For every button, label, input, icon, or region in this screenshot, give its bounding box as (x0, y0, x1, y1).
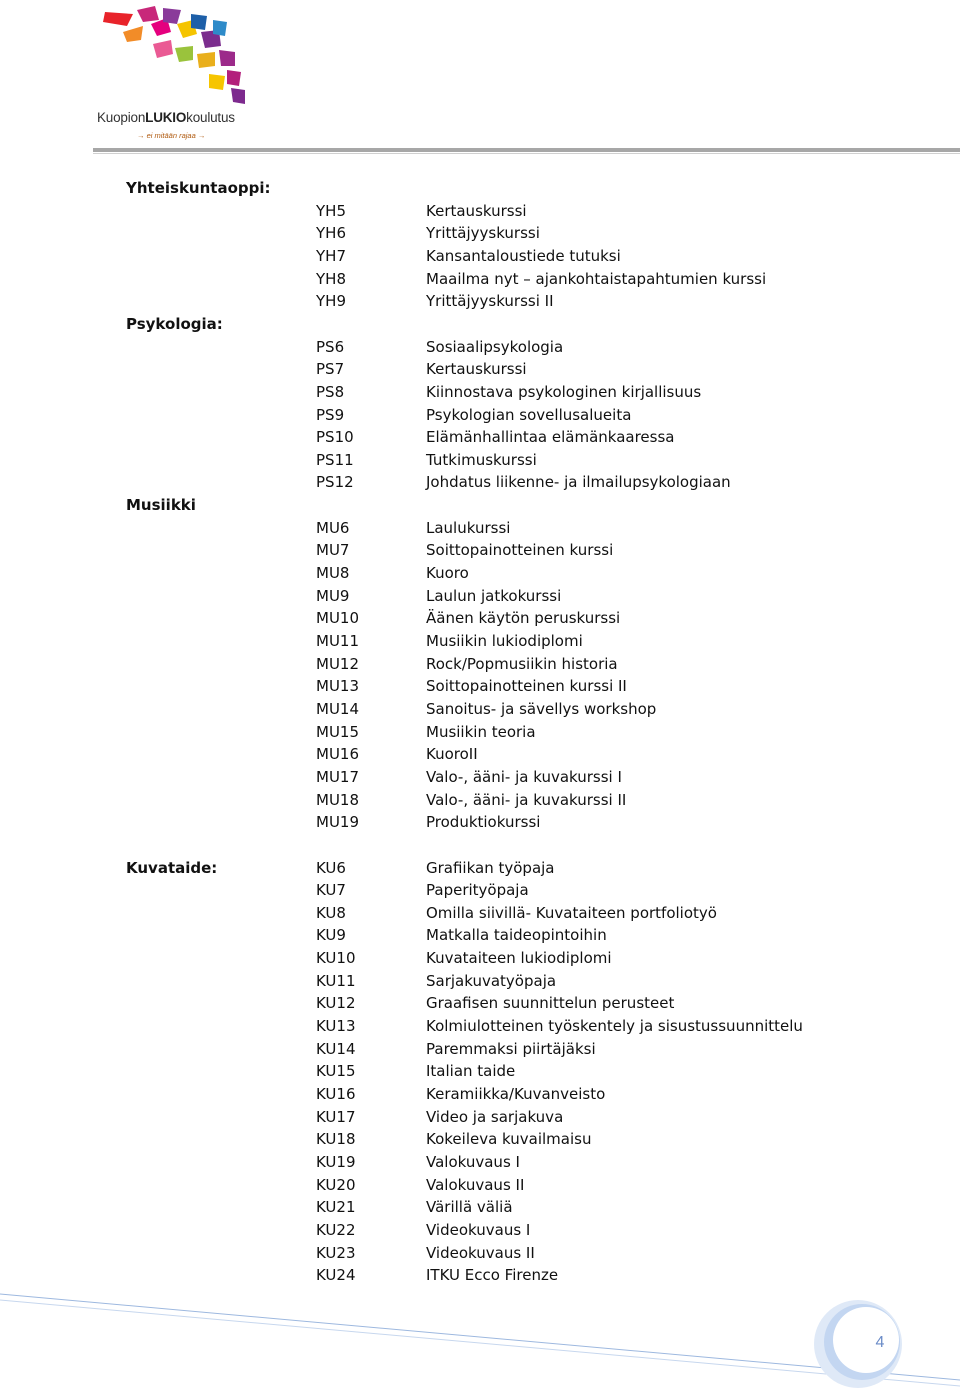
course-title: Musiikin lukiodiplomi (426, 632, 583, 650)
course-title: Kuvataiteen lukiodiplomi (426, 949, 612, 968)
course-title: Kokeileva kuvailmaisu (426, 1130, 592, 1149)
course-row (0, 994, 960, 1016)
course-row (0, 270, 960, 292)
course-code: KU17 (316, 1107, 356, 1126)
course-code: MU13 (316, 677, 360, 696)
course-title: KuoroII (426, 745, 478, 764)
course-title: Kertauskurssi (426, 360, 527, 379)
course-code: MU16 (316, 745, 360, 764)
course-row (0, 338, 960, 360)
course-row (0, 383, 960, 405)
course-row (0, 1108, 960, 1130)
course-code: YH8 (316, 269, 346, 288)
course-row (0, 1062, 960, 1084)
logo-slogan: → ei mitään rajaa → (137, 131, 206, 140)
course-title: Elämänhallintaa elämänkaaressa (426, 428, 675, 447)
course-code: PS12 (316, 473, 354, 492)
course-title: Yrittäjyyskurssi (426, 224, 540, 243)
course-code: KU6 (316, 858, 346, 877)
course-row (0, 292, 960, 314)
course-code: PS6 (316, 337, 345, 356)
course-code: KU16 (316, 1085, 356, 1103)
course-row (0, 564, 960, 586)
course-title: Musiikin teoria (426, 722, 536, 741)
course-row (0, 632, 960, 654)
course-title: Kolmiulotteinen työskentely ja sisustussuunnittelu (426, 1017, 803, 1036)
course-code: MU7 (316, 541, 350, 560)
course-row (0, 859, 960, 881)
header-divider (93, 148, 960, 152)
course-row (0, 609, 960, 631)
course-code: MU12 (316, 654, 360, 673)
section-heading: Musiikki (126, 496, 196, 515)
course-code: PS8 (316, 382, 345, 401)
course-row (0, 406, 960, 428)
course-code: YH7 (316, 246, 346, 265)
course-title: ITKU Ecco Firenze (426, 1266, 559, 1285)
course-code: KU10 (316, 949, 356, 968)
course-row (0, 1153, 960, 1175)
course-code: KU9 (316, 926, 346, 945)
course-row (0, 1221, 960, 1243)
course-code: YH5 (316, 201, 346, 220)
header-divider-thin (93, 153, 960, 154)
course-title: Soittopainotteinen kurssi (426, 541, 614, 560)
course-row (0, 655, 960, 677)
course-code: PS11 (316, 450, 354, 469)
course-code: KU13 (316, 1017, 356, 1036)
course-title: Tutkimuskurssi (426, 450, 537, 469)
course-title: Kuoro (426, 564, 469, 583)
course-row (0, 428, 960, 450)
course-code: KU21 (316, 1198, 356, 1217)
course-code: KU15 (316, 1062, 356, 1081)
course-code: MU14 (316, 699, 360, 718)
course-title: Sanoitus- ja sävellys workshop (426, 699, 657, 718)
course-code: KU11 (316, 971, 356, 990)
course-title: Videokuvaus II (426, 1243, 535, 1262)
course-code: KU24 (316, 1266, 356, 1285)
course-title: Paperityöpaja (426, 881, 529, 900)
course-row (0, 451, 960, 473)
course-row (0, 1198, 960, 1220)
course-code: KU7 (316, 881, 346, 900)
course-title: Maailma nyt – ajankohtaistapahtumien kurssi (426, 269, 767, 288)
course-title: Italian taide (426, 1062, 516, 1081)
course-row (0, 723, 960, 745)
course-title: Kiinnostava psykologinen kirjallisuus (426, 382, 702, 401)
course-title: Graafisen suunnittelun perusteet (426, 994, 675, 1013)
course-title: Grafiikan työpaja (426, 858, 555, 877)
section-heading: Kuvataide: (126, 858, 218, 877)
course-code: YH9 (316, 292, 346, 311)
course-title: Psykologian sovellusalueita (426, 405, 632, 424)
course-title: Keramiikka/Kuvanveisto (426, 1085, 606, 1103)
course-code: KU8 (316, 903, 346, 922)
course-row (0, 881, 960, 903)
course-code: MU6 (316, 518, 350, 537)
course-title: Valo-, ääni- ja kuvakurssi I (426, 767, 622, 786)
school-logo (93, 0, 263, 150)
course-row (0, 247, 960, 269)
page-number: 4 (875, 1334, 885, 1351)
course-code: KU12 (316, 994, 356, 1013)
course-row (0, 587, 960, 609)
course-code: KU19 (316, 1152, 356, 1171)
course-code: KU23 (316, 1243, 356, 1262)
section-heading: Yhteiskuntaoppi: (126, 179, 271, 197)
course-code: PS10 (316, 428, 354, 447)
course-title: Valokuvaus I (426, 1152, 520, 1171)
course-row (0, 813, 960, 835)
logo-shapes-icon (93, 0, 263, 110)
course-row (0, 926, 960, 948)
course-row (0, 1017, 960, 1039)
course-title: Omilla siivillä- Kuvataiteen portfoliotyö (426, 903, 717, 922)
footer-decoration (0, 1280, 960, 1388)
course-row (0, 541, 960, 563)
course-code: MU8 (316, 564, 350, 583)
course-title: Laulun jatkokurssi (426, 586, 562, 605)
course-row (0, 1244, 960, 1266)
course-code: KU18 (316, 1130, 356, 1149)
course-code: KU14 (316, 1039, 356, 1058)
course-row (0, 972, 960, 994)
course-row (0, 677, 960, 699)
course-row (0, 1130, 960, 1152)
course-title: Sosiaalipsykologia (426, 337, 564, 356)
course-row (0, 473, 960, 495)
course-title: Värillä väliä (426, 1198, 513, 1217)
course-title: Valo-, ääni- ja kuvakurssi II (426, 790, 627, 809)
course-row (0, 519, 960, 541)
course-row (0, 791, 960, 813)
course-row (0, 745, 960, 767)
course-title: Matkalla taideopintoihin (426, 926, 607, 945)
course-row (0, 1176, 960, 1198)
course-title: Kertauskurssi (426, 201, 527, 220)
course-row (0, 224, 960, 246)
course-title: Johdatus liikenne- ja ilmailupsykologiaan (426, 473, 731, 492)
course-row (0, 949, 960, 971)
course-code: YH6 (316, 224, 346, 243)
course-code: PS7 (316, 360, 345, 379)
logo-wordmark: KuopionLUKIOkoulutus (97, 110, 235, 125)
course-code: MU17 (316, 767, 360, 786)
course-title: Soittopainotteinen kurssi II (426, 677, 627, 696)
course-title: Produktiokurssi (426, 813, 541, 832)
course-title: Videokuvaus I (426, 1220, 531, 1239)
course-title: Sarjakuvatyöpaja (426, 971, 557, 990)
course-title: Valokuvaus II (426, 1175, 525, 1194)
course-title: Rock/Popmusiikin historia (426, 654, 618, 673)
course-title: Laulukurssi (426, 518, 511, 537)
course-row (0, 1040, 960, 1062)
course-code: KU20 (316, 1175, 356, 1194)
course-title: Yrittäjyyskurssi II (426, 292, 554, 311)
course-title: Video ja sarjakuva (426, 1107, 564, 1126)
course-row (0, 700, 960, 722)
course-title: Kansantaloustiede tutuksi (426, 246, 621, 265)
course-code: MU10 (316, 609, 360, 628)
course-row (0, 768, 960, 790)
course-code: MU15 (316, 722, 360, 741)
course-code: MU11 (316, 632, 360, 650)
course-row (0, 202, 960, 224)
course-title: Paremmaksi piirtäjäksi (426, 1039, 596, 1058)
course-code: PS9 (316, 405, 345, 424)
course-code: MU9 (316, 586, 350, 605)
course-row (0, 1085, 960, 1107)
course-row (0, 904, 960, 926)
section-heading: Psykologia: (126, 314, 223, 333)
course-code: KU22 (316, 1220, 356, 1239)
course-title: Äänen käytön peruskurssi (426, 609, 621, 628)
course-code: MU19 (316, 813, 360, 832)
course-row (0, 360, 960, 382)
course-code: MU18 (316, 790, 360, 809)
